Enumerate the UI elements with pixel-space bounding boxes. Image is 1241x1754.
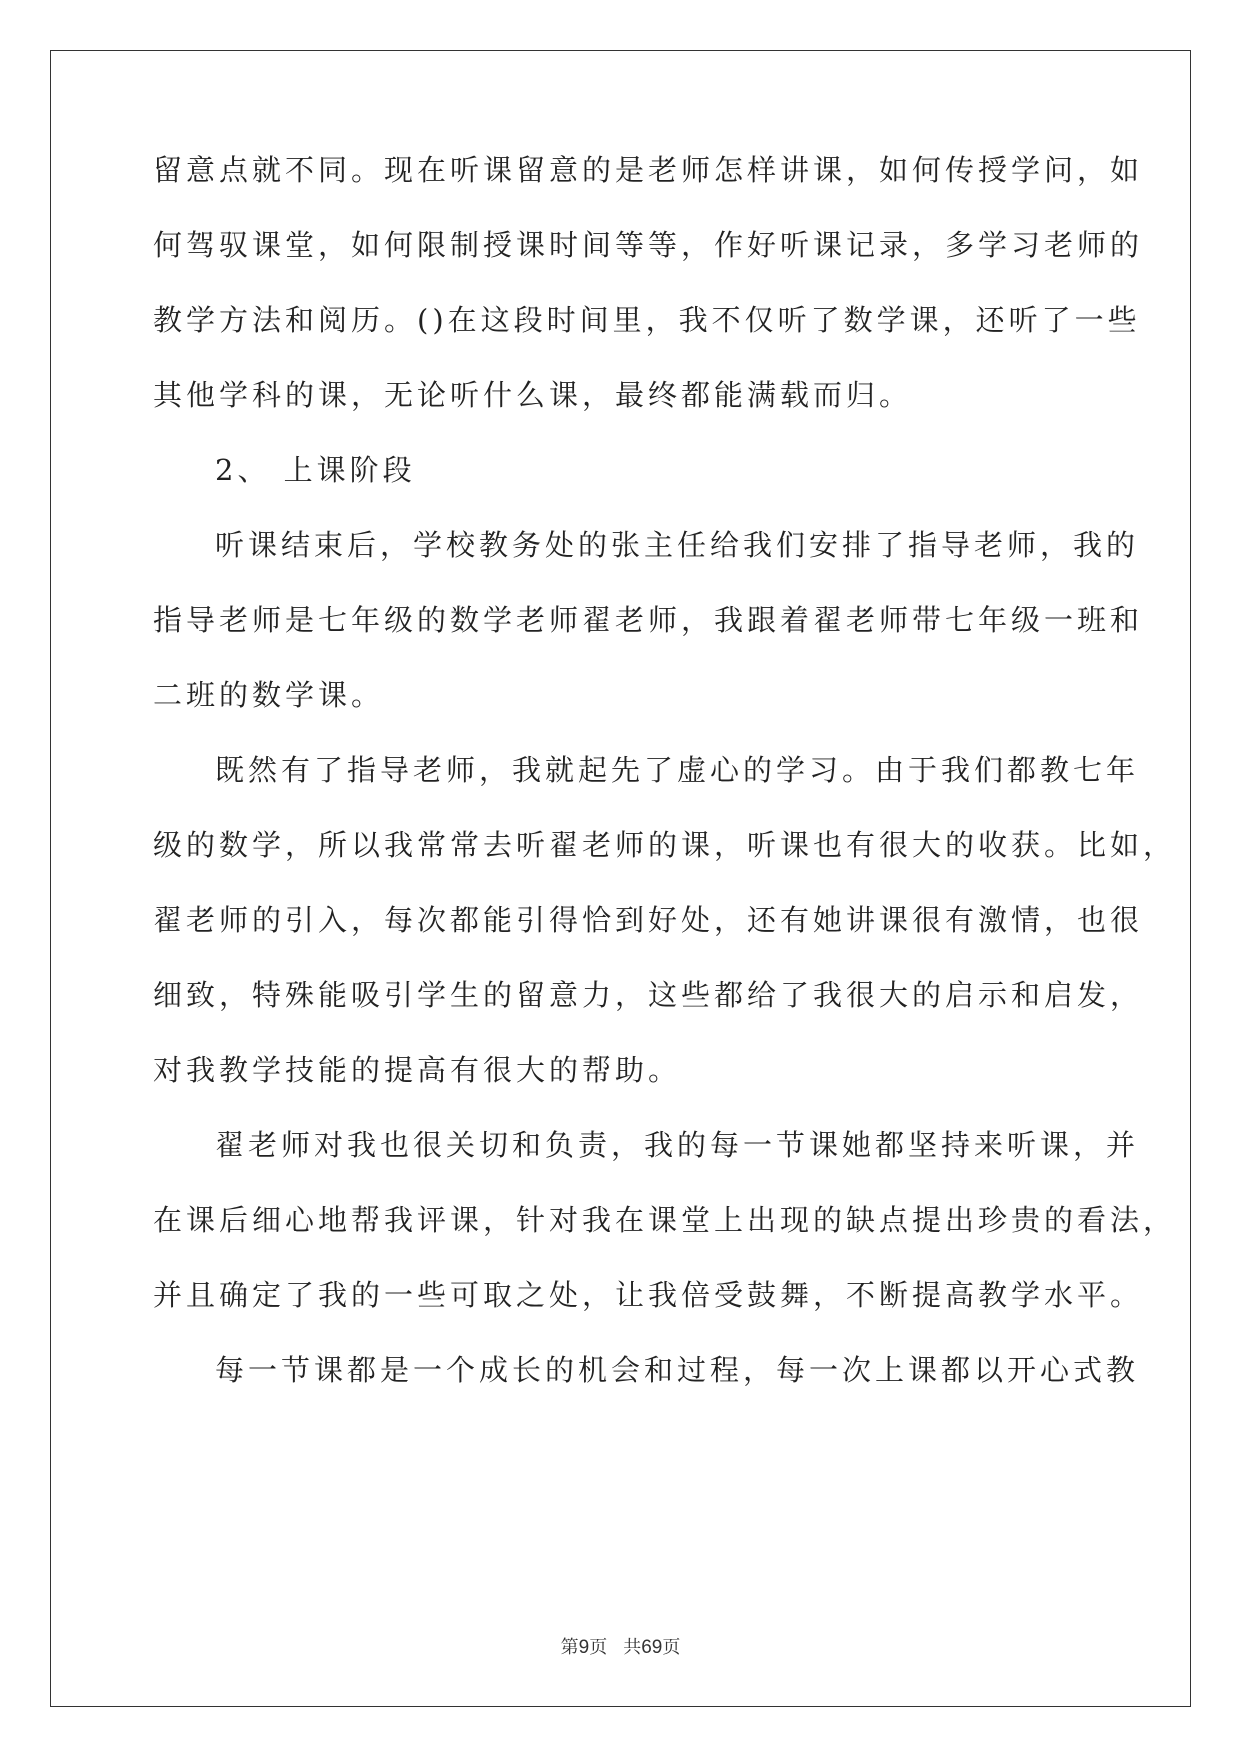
paragraph-line: 细致，特殊能吸引学生的留意力，这些都给了我很大的启示和启发， xyxy=(153,978,1144,1012)
total-suffix: 页 xyxy=(662,1637,681,1658)
paragraph-line: 每一节课都是一个成长的机会和过程，每一次上课都以开心式教 xyxy=(215,1353,1140,1387)
paragraph-line: 其他学科的课，无论听什么课，最终都能满载而归。 xyxy=(153,378,913,412)
paragraph-line: 翟老师对我也很关切和负责，我的每一节课她都坚持来听课，并 xyxy=(215,1128,1140,1162)
section-heading: 2、 上课阶段 xyxy=(215,453,416,487)
total-pages: 69 xyxy=(641,1637,663,1658)
page-footer xyxy=(0,1633,1241,1659)
page-number: 9 xyxy=(578,1637,590,1658)
paragraph-line: 级的数学，所以我常常去听翟老师的课，听课也有很大的收获。比如， xyxy=(153,828,1177,862)
page-border xyxy=(50,50,1191,1707)
page-suffix: 页 xyxy=(589,1637,608,1658)
paragraph-line: 在课后细心地帮我评课，针对我在课堂上出现的缺点提出珍贵的看法， xyxy=(153,1203,1177,1237)
paragraph-line: 教学方法和阅历。()在这段时间里，我不仅听了数学课，还听了一些 xyxy=(153,303,1141,337)
total-prefix: 共 xyxy=(623,1637,642,1658)
paragraph-line: 指导老师是七年级的数学老师翟老师，我跟着翟老师带七年级一班和 xyxy=(153,603,1144,637)
page-prefix: 第 xyxy=(560,1637,579,1658)
paragraph-line: 二班的数学课。 xyxy=(153,678,385,712)
paragraph-line: 何驾驭课堂，如何限制授课时间等等，作好听课记录，多学习老师的 xyxy=(153,228,1144,262)
paragraph-line: 对我教学技能的提高有很大的帮助。 xyxy=(153,1053,682,1087)
paragraph-line: 留意点就不同。现在听课留意的是老师怎样讲课，如何传授学问，如 xyxy=(153,153,1144,187)
paragraph-line: 翟老师的引入，每次都能引得恰到好处，还有她讲课很有激情，也很 xyxy=(153,903,1144,937)
paragraph-line: 并且确定了我的一些可取之处，让我倍受鼓舞，不断提高教学水平。 xyxy=(153,1278,1144,1312)
paragraph-line: 既然有了指导老师，我就起先了虚心的学习。由于我们都教七年 xyxy=(215,753,1140,787)
paragraph-line: 听课结束后，学校教务处的张主任给我们安排了指导老师，我的 xyxy=(215,528,1140,562)
